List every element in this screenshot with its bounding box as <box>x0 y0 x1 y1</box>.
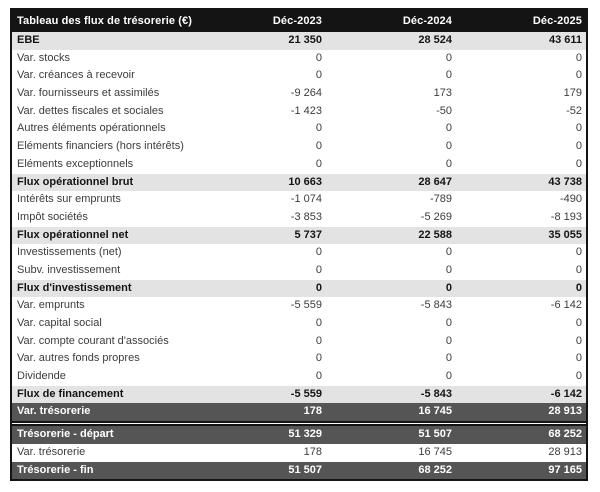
row-value: 0 <box>315 370 322 383</box>
row-label: Var. capital social <box>17 317 102 329</box>
table-row <box>12 333 586 351</box>
row-value: 0 <box>315 140 322 153</box>
row-value: 16 745 <box>418 405 452 418</box>
row-value: -52 <box>566 104 582 117</box>
row-value: 0 <box>575 69 582 82</box>
row-value: 68 252 <box>418 463 452 476</box>
table-row <box>12 67 586 85</box>
table-row <box>12 120 586 138</box>
column-header-dec-2024: Déc-2024 <box>402 15 452 27</box>
table-row <box>12 209 586 227</box>
row-value: -490 <box>559 193 582 206</box>
row-value: 179 <box>563 87 582 100</box>
row-label: Trésorerie - départ <box>17 428 114 441</box>
row-value: 16 745 <box>418 445 452 458</box>
cashflow-table <box>10 8 588 481</box>
row-label: Dividende <box>17 370 66 383</box>
table-row <box>12 462 586 480</box>
row-value: 0 <box>445 317 452 329</box>
row-value: 178 <box>303 405 322 418</box>
table-row <box>12 386 586 404</box>
row-label: Investissements (net) <box>17 246 122 259</box>
row-value: 10 663 <box>288 175 322 188</box>
row-value: -3 853 <box>290 210 322 223</box>
row-value: -50 <box>436 104 452 117</box>
row-value: 0 <box>445 263 452 276</box>
row-value: 0 <box>445 157 452 170</box>
row-value: 0 <box>575 140 582 153</box>
row-label: Var. fournisseurs et assimilés <box>17 87 160 100</box>
row-value: 51 329 <box>288 428 322 441</box>
row-value: 0 <box>575 122 582 135</box>
table-row <box>12 426 586 444</box>
row-value: 0 <box>315 263 322 276</box>
row-value: 0 <box>575 334 582 347</box>
table-row <box>12 280 586 298</box>
row-value: 0 <box>445 51 452 64</box>
table-row <box>12 444 586 462</box>
table-row <box>12 138 586 156</box>
row-value: 0 <box>315 157 322 170</box>
row-value: -8 193 <box>550 210 582 223</box>
row-value: 97 165 <box>548 463 582 476</box>
table-row <box>12 244 586 262</box>
row-value: 0 <box>315 51 322 64</box>
table-row <box>12 156 586 174</box>
row-value: -5 843 <box>420 387 452 400</box>
row-label: Autres éléments opérationnels <box>17 122 166 135</box>
row-value: 28 524 <box>418 34 452 46</box>
row-value: -6 142 <box>550 299 582 312</box>
row-value: -1 423 <box>290 104 322 117</box>
row-label: EBE <box>17 34 40 46</box>
row-label: Flux opérationnel net <box>17 228 129 241</box>
row-value: -5 269 <box>420 210 452 223</box>
row-value: 0 <box>575 370 582 383</box>
row-value: 0 <box>315 281 322 294</box>
table-row <box>12 85 586 103</box>
row-label: Var. créances à recevoir <box>17 69 135 82</box>
row-label: Var. emprunts <box>17 299 85 312</box>
row-value: -6 142 <box>550 387 582 400</box>
row-label: Flux de financement <box>17 387 124 400</box>
row-value: -5 559 <box>290 387 322 400</box>
row-label: Var. trésorerie <box>17 445 86 458</box>
row-value: 0 <box>445 246 452 259</box>
column-header-dec-2025: Déc-2025 <box>532 15 582 27</box>
row-value: 51 507 <box>288 463 322 476</box>
row-value: -1 074 <box>290 193 322 206</box>
table-row <box>12 32 586 50</box>
row-value: 43 738 <box>548 175 582 188</box>
row-label: Intérêts sur emprunts <box>17 193 121 206</box>
row-value: 0 <box>315 246 322 259</box>
row-value: 43 611 <box>548 34 582 46</box>
table-row <box>12 297 586 315</box>
table-sections <box>12 32 586 479</box>
row-value: 0 <box>315 334 322 347</box>
row-value: 28 913 <box>548 445 582 458</box>
row-value: 0 <box>575 317 582 329</box>
row-value: 0 <box>445 352 452 365</box>
row-value: 0 <box>445 334 452 347</box>
table-row <box>12 174 586 192</box>
table-row <box>12 368 586 386</box>
row-value: 0 <box>575 246 582 259</box>
row-label: Subv. investissement <box>17 263 121 276</box>
row-value: 22 588 <box>418 228 452 241</box>
row-value: 178 <box>303 445 322 458</box>
row-value: 0 <box>315 317 322 329</box>
row-value: 21 350 <box>288 34 322 46</box>
row-value: -5 559 <box>290 299 322 312</box>
row-value: 173 <box>433 87 452 100</box>
row-label: Var. dettes fiscales et sociales <box>17 104 164 117</box>
row-value: 0 <box>315 352 322 365</box>
table-row <box>12 315 586 333</box>
row-value: 0 <box>575 281 582 294</box>
row-value: -5 843 <box>420 299 452 312</box>
row-label: Var. compte courant d'associés <box>17 334 169 347</box>
row-value: 0 <box>445 281 452 294</box>
table-title: Tableau des flux de trésorerie (€) <box>17 15 192 27</box>
table-row <box>12 262 586 280</box>
row-value: 28 913 <box>548 405 582 418</box>
table-row <box>12 350 586 368</box>
row-value: 0 <box>445 69 452 82</box>
row-label: Var. autres fonds propres <box>17 352 140 365</box>
row-value: 35 055 <box>548 228 582 241</box>
row-value: -789 <box>429 193 452 206</box>
row-label: Trésorerie - fin <box>17 463 94 476</box>
column-header-dec-2023: Déc-2023 <box>272 15 322 27</box>
row-value: 0 <box>575 51 582 64</box>
row-value: 5 737 <box>294 228 322 241</box>
table-row <box>12 103 586 121</box>
row-value: -9 264 <box>290 87 322 100</box>
row-value: 28 647 <box>418 175 452 188</box>
row-label: Flux opérationnel brut <box>17 175 134 188</box>
row-label: Eléments financiers (hors intérêts) <box>17 140 184 153</box>
table-row <box>12 227 586 245</box>
row-value: 0 <box>315 122 322 135</box>
row-value: 0 <box>315 69 322 82</box>
row-value: 68 252 <box>548 428 582 441</box>
row-value: 0 <box>575 263 582 276</box>
row-label: Var. trésorerie <box>17 405 91 418</box>
row-label: Flux d'investissement <box>17 281 132 294</box>
table-header-row <box>12 10 586 32</box>
table-row <box>12 403 586 421</box>
row-value: 0 <box>575 352 582 365</box>
row-label: Impôt sociétés <box>17 210 88 223</box>
row-value: 51 507 <box>418 428 452 441</box>
row-value: 0 <box>445 140 452 153</box>
row-label: Var. stocks <box>17 51 70 64</box>
row-value: 0 <box>445 122 452 135</box>
row-label: Eléments exceptionnels <box>17 157 134 170</box>
row-value: 0 <box>445 370 452 383</box>
table-row <box>12 191 586 209</box>
row-value: 0 <box>575 157 582 170</box>
table-row <box>12 50 586 68</box>
